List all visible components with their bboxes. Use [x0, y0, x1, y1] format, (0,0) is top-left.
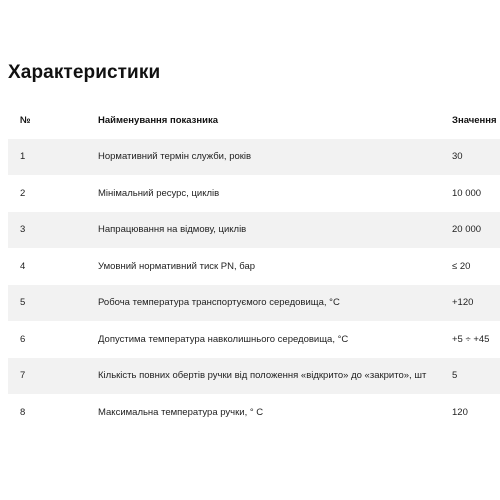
row-value: 20 000	[452, 212, 500, 249]
row-num: 8	[20, 406, 26, 418]
row-value: +120	[452, 285, 500, 322]
row-num: 1	[8, 139, 96, 176]
row-value: ≤ 20	[452, 260, 471, 272]
row-name: Допустима температура навколишнього середовища, °С	[98, 333, 349, 345]
row-num: 5	[8, 285, 96, 322]
table-row	[8, 175, 500, 212]
row-value: 120	[452, 406, 468, 418]
row-num: 4	[20, 260, 26, 272]
header-value: Значення	[452, 114, 497, 126]
table-row	[8, 212, 500, 249]
row-num: 3	[8, 212, 96, 249]
table-row	[8, 139, 500, 176]
row-name: Нормативний термін служби, років	[96, 139, 452, 176]
characteristics-table	[8, 102, 500, 431]
table-row	[8, 248, 500, 285]
row-name: Максимальна температура ручки, ° С	[98, 406, 264, 418]
row-num: 2	[20, 187, 26, 199]
row-value: 5	[452, 358, 500, 395]
header-num: №	[20, 114, 31, 126]
table-row	[8, 285, 500, 322]
table-header-row	[8, 102, 500, 139]
row-name: Мінімальний ресурс, циклів	[98, 187, 220, 199]
row-name: Робоча температура транспортуємого середовища, °С	[96, 285, 452, 322]
row-num: 7	[8, 358, 96, 395]
row-num: 6	[20, 333, 26, 345]
row-name: Напрацювання на відмову, циклів	[96, 212, 452, 249]
row-name: Умовний нормативний тиск PN, бар	[98, 260, 256, 272]
row-value: +5 ÷ +45	[452, 333, 490, 345]
table-row	[8, 321, 500, 358]
row-value: 10 000	[452, 187, 482, 199]
row-name: Кількість повних обертів ручки від положення «відкрито» до «закрито», шт	[96, 358, 452, 395]
table-row	[8, 394, 500, 431]
row-value: 30	[452, 139, 500, 176]
table-row	[8, 358, 500, 395]
section-title: Характеристики	[8, 62, 161, 83]
header-name: Найменування показника	[98, 114, 219, 126]
